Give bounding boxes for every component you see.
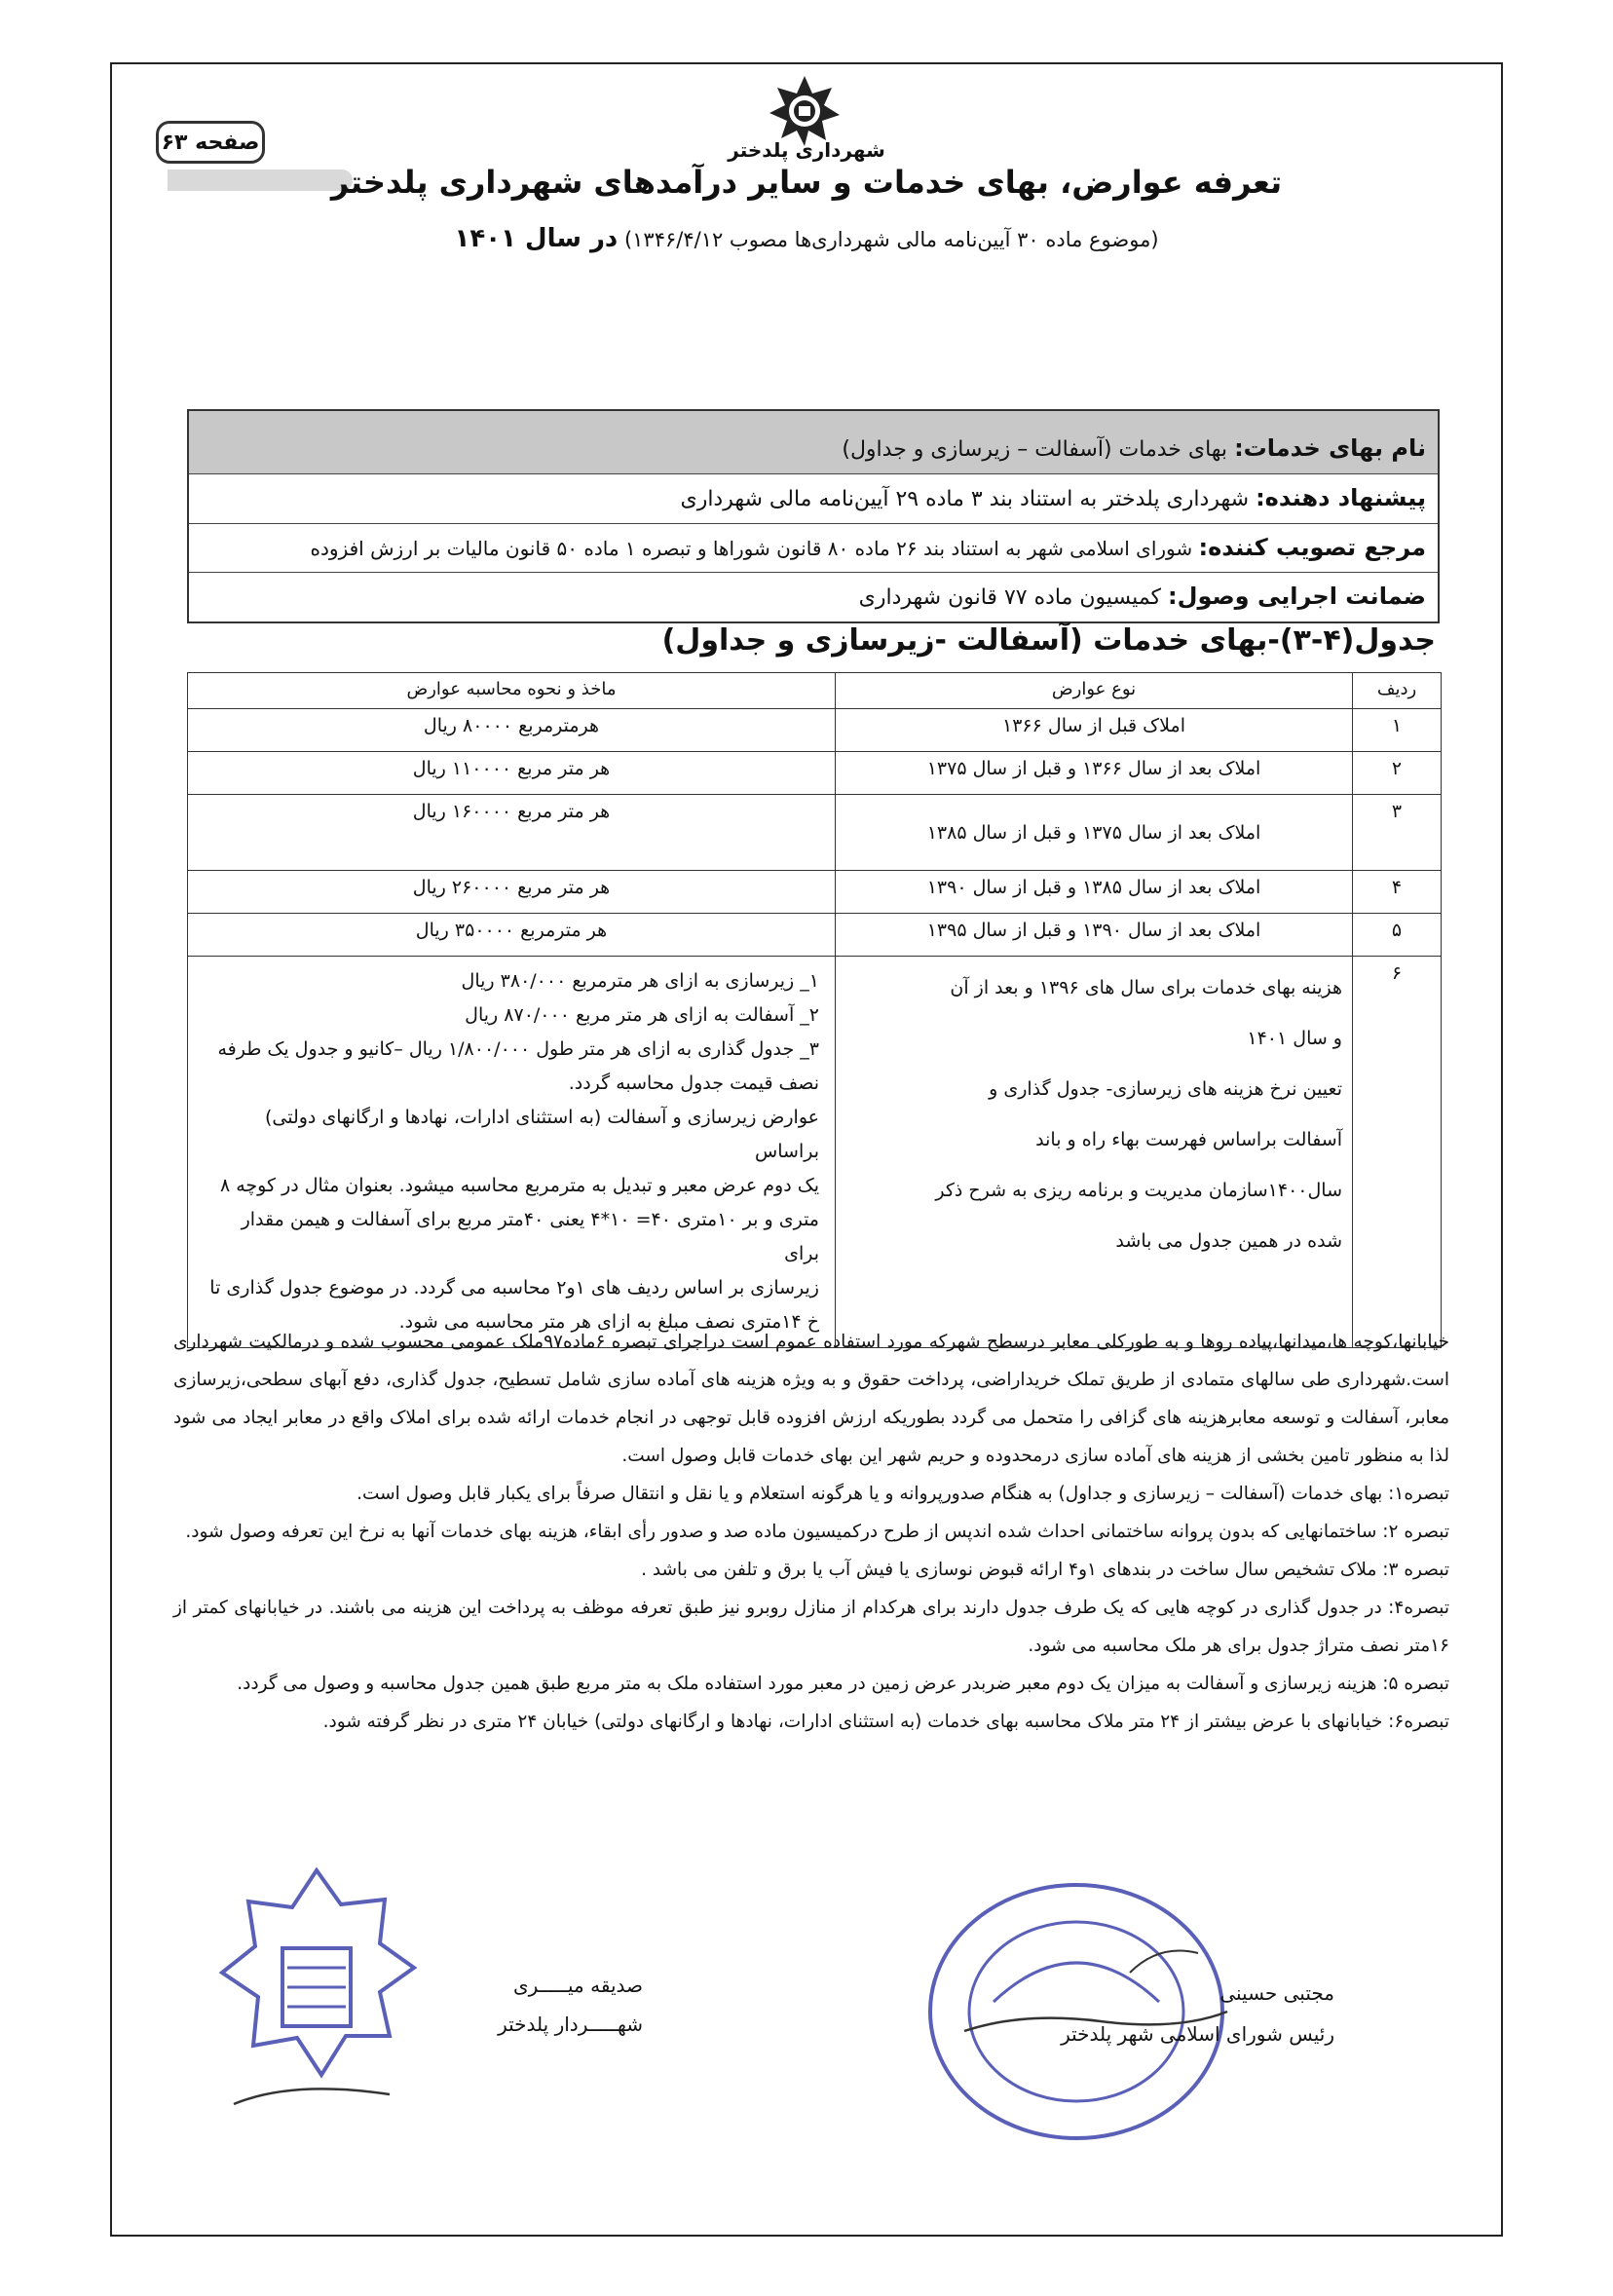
row-type: املاک بعد از سال ۱۳۷۵ و قبل از سال ۱۳۸۵ bbox=[836, 795, 1353, 871]
row-type: املاک بعد از سال ۱۳۶۶ و قبل از سال ۱۳۷۵ bbox=[836, 752, 1353, 795]
service-value: بهای خدمات (آسفالت – زیرسازی و جداول) bbox=[842, 437, 1228, 462]
type-line: سال۱۴۰۰سازمان مدیریت و برنامه ریزی به شرح ذکر bbox=[935, 1180, 1342, 1201]
row-index: ۳ bbox=[1353, 795, 1442, 871]
type-line: و سال ۱۴۰۱ bbox=[1247, 1028, 1342, 1049]
intro-paragraph: خیابانها،کوچه ها،میدانها،پیاده روها و به طورکلی معابر درسطح شهرکه مورد استفاده عموم است دراجرای تبصره ۶ماده۹۷ملک عمومی محسوب شده و درمالکیت شهرداری است.شهرداری طی سالهای متمادی از طریق تملک خریداراضی، پرداخت حقوق و به ویژه هزینه های آماده سازی شامل تسطیح، جدول گذاری، دفع آبهای سطحی،زیرسازی معابر، آسفالت و توسعه معابرهزینه های گزافی را متحمل می گردد بطوریکه ارزش افزوده قابل توجهی در انجام خدمات ارائه شده برای املاک واقع در معابر ایجاد می شود لذا به منظور تامین بخشی از هزینه های آماده سازی درمحدوده و حریم شهر این بهای خدمات قابل وصول است. bbox=[173, 1332, 1449, 1466]
table-header-row bbox=[188, 673, 1442, 709]
mayor-title: شهـــــردار پلدختر bbox=[498, 2013, 643, 2036]
info-proposer-row bbox=[189, 474, 1438, 524]
calc-line: ۲_ آسفالت به ازای هر متر مربع ۸۷۰/۰۰۰ ریال bbox=[465, 1004, 819, 1026]
approver-label: مرجع تصویب کننده: bbox=[1198, 534, 1426, 561]
row-type: املاک قبل از سال ۱۳۶۶ bbox=[836, 709, 1353, 752]
calc-line: ۱_ زیرسازی به ازای هر مترمربع ۳۸۰/۰۰۰ ریال bbox=[461, 970, 819, 992]
table-title: جدول(۴-۳)-بهای خدمات (آسفالت -زیرسازی و جداول) bbox=[661, 623, 1436, 658]
row-calc: هر متر مربع ۱۶۰۰۰۰ ریال bbox=[188, 795, 836, 871]
row-type: املاک بعد از سال ۱۳۸۵ و قبل از سال ۱۳۹۰ bbox=[836, 871, 1353, 914]
table-row bbox=[188, 709, 1442, 752]
guarantee-label: ضمانت اجرایی وصول: bbox=[1168, 583, 1426, 610]
info-service-row bbox=[189, 411, 1438, 474]
row-index: ۲ bbox=[1353, 752, 1442, 795]
note-3: تبصره ۳: ملاک تشخیص سال ساخت در بندهای ۱و۴ ارائه قبوض نوسازی یا فیش آب یا برق و تلفن می باشد . bbox=[641, 1560, 1449, 1580]
note-2: تبصره ۲: ساختمانهایی که بدون پروانه ساختمانی احداث شده اندپس از طرح درکمیسیون ماده صد و صدور رأی ابقاء، هزینه بهای خدمات آنها به نرخ این تعرفه وصول شود. bbox=[185, 1522, 1449, 1542]
note-4: تبصره۴: در جدول گذاری در کوچه هایی که یک طرف جدول دارند برای هرکدام از منازل روبرو نیز طبق تعرفه موظف به پرداخت این هزینه می باشند. در خیابانهای کمتر از ۱۶متر نصف متراژ جدول برای هر ملک محاسبه می شود. bbox=[173, 1598, 1449, 1656]
row-index: ۱ bbox=[1353, 709, 1442, 752]
row-calc: هر متر مربع ۲۶۰۰۰۰ ریال bbox=[188, 871, 836, 914]
document-subtitle bbox=[222, 224, 1391, 253]
fees-table bbox=[187, 672, 1442, 1348]
subtitle-text: (موضوع ماده ۳۰ آیین‌نامه مالی شهرداری‌ها مصوب ۱۳۴۶/۴/۱۲) bbox=[618, 228, 1159, 251]
info-guarantee-row bbox=[189, 573, 1438, 621]
info-box bbox=[187, 409, 1440, 623]
mayor-name: صدیقه میـــــری bbox=[513, 1974, 643, 1997]
notes-section bbox=[173, 1323, 1449, 1741]
page-number-badge: صفحه ۶۳ bbox=[156, 121, 265, 164]
municipality-name: شهرداری پلدختر bbox=[728, 138, 885, 162]
type-line: شده در همین جدول می باشد bbox=[1115, 1230, 1342, 1252]
table-row bbox=[188, 957, 1442, 1348]
calc-line: ۳_ جدول گذاری به ازای هر متر طول ۱/۸۰۰/۰۰۰ ریال –کانیو و جدول یک طرفه bbox=[217, 1038, 819, 1060]
row-calc: هر مترمربع ۳۵۰۰۰۰ ریال bbox=[188, 914, 836, 957]
row-calc-multiline bbox=[188, 957, 836, 1348]
note-6: تبصره۶: خیابانهای با عرض بیشتر از ۲۴ متر ملاک محاسبه بهای خدمات (به استثنای ادارات، نهادها و ارگانهای دولتی) خیابان ۲۴ متری در نظر گرفته شود. bbox=[322, 1712, 1449, 1732]
type-line: تعیین نرخ هزینه های زیرسازی- جدول گذاری و bbox=[989, 1078, 1342, 1100]
guarantee-value: کمیسیون ماده ۷۷ قانون شهرداری bbox=[858, 585, 1162, 610]
row-type-multiline bbox=[836, 957, 1353, 1348]
type-line: هزینه بهای خدمات برای سال های ۱۳۹۶ و بعد از آن bbox=[950, 977, 1342, 998]
table-row bbox=[188, 752, 1442, 795]
proposer-value: شهرداری پلدختر به استناد بند ۳ ماده ۲۹ آیین‌نامه مالی شهرداری bbox=[680, 487, 1250, 511]
mayor-seal-icon bbox=[214, 1861, 419, 2114]
mayor-signature bbox=[409, 1966, 643, 2044]
calc-line: متری و بر ۱۰متری ۴۰= ۱۰*۴ یعنی ۴۰متر مربع برای آسفالت و هیمن مقدار برای bbox=[241, 1209, 819, 1264]
calc-line: خ ۱۴متری نصف مبلغ به ازای هر متر محاسبه می شود. bbox=[398, 1311, 819, 1333]
council-head-name: مجتبی حسینی bbox=[1219, 1981, 1334, 2005]
note-1: تبصره۱: بهای خدمات (آسفالت – زیرسازی و جداول) به هنگام صدورپروانه و یا هرگونه استعلام و یا نقل و انتقال صرفاً برای یکبار قابل وصول است. bbox=[356, 1484, 1449, 1504]
row-index: ۶ bbox=[1353, 957, 1442, 1348]
proposer-label: پیشنهاد دهنده: bbox=[1256, 484, 1426, 511]
info-approver-row bbox=[189, 524, 1438, 573]
calc-line: یک دوم عرض معبر و تبدیل به مترمربع محاسبه میشود. بعنوان مثال در کوچه ۸ bbox=[219, 1175, 819, 1196]
calc-line: نصف قیمت جدول محاسبه گردد. bbox=[568, 1073, 819, 1094]
calc-line: عوارض زیرسازی و آسفالت (به استثنای ادارات، نهادها و ارگانهای دولتی) براساس bbox=[264, 1107, 819, 1162]
service-label: نام بهای خدمات: bbox=[1234, 434, 1426, 462]
header-type: نوع عوارض bbox=[836, 673, 1353, 709]
type-line: آسفالت براساس فهرست بهاء راه و باند bbox=[1035, 1129, 1342, 1150]
table-row bbox=[188, 914, 1442, 957]
row-index: ۴ bbox=[1353, 871, 1442, 914]
row-type: املاک بعد از سال ۱۳۹۰ و قبل از سال ۱۳۹۵ bbox=[836, 914, 1353, 957]
row-index: ۵ bbox=[1353, 914, 1442, 957]
approver-value: شورای اسلامی شهر به استناد بند ۲۶ ماده ۸۰ قانون شوراها و تبصره ۱ ماده ۵۰ قانون مالیات بر ارزش افزوده bbox=[310, 537, 1193, 560]
subtitle-year: در سال ۱۴۰۱ bbox=[454, 224, 619, 253]
note-5: تبصره ۵: هزینه زیرسازی و آسفالت به میزان یک دوم معبر ضربدر عرض زمین در معبر مورد استفاده ملک به متر مربع طبق همین جدول محاسبه و وصول می گردد. bbox=[237, 1674, 1449, 1694]
calc-line: زیرسازی بر اساس ردیف های ۱و۲ محاسبه می گردد. در موضوع جدول گذاری تا bbox=[209, 1277, 819, 1299]
table-row bbox=[188, 871, 1442, 914]
header-index: ردیف bbox=[1353, 673, 1442, 709]
row-calc: هرمترمربع ۸۰۰۰۰ ریال bbox=[188, 709, 836, 752]
table-row bbox=[188, 795, 1442, 871]
header-calc: ماخذ و نحوه محاسبه عوارض bbox=[188, 673, 836, 709]
council-head-signature bbox=[925, 1973, 1334, 2054]
row-calc: هر متر مربع ۱۱۰۰۰۰ ریال bbox=[188, 752, 836, 795]
document-title: تعرفه عوارض، بهای خدمات و سایر درآمدهای شهرداری پلدختر bbox=[330, 164, 1283, 201]
council-head-title: رئیس شورای اسلامی شهر پلدختر bbox=[1061, 2022, 1334, 2046]
municipality-logo-icon bbox=[768, 74, 842, 148]
